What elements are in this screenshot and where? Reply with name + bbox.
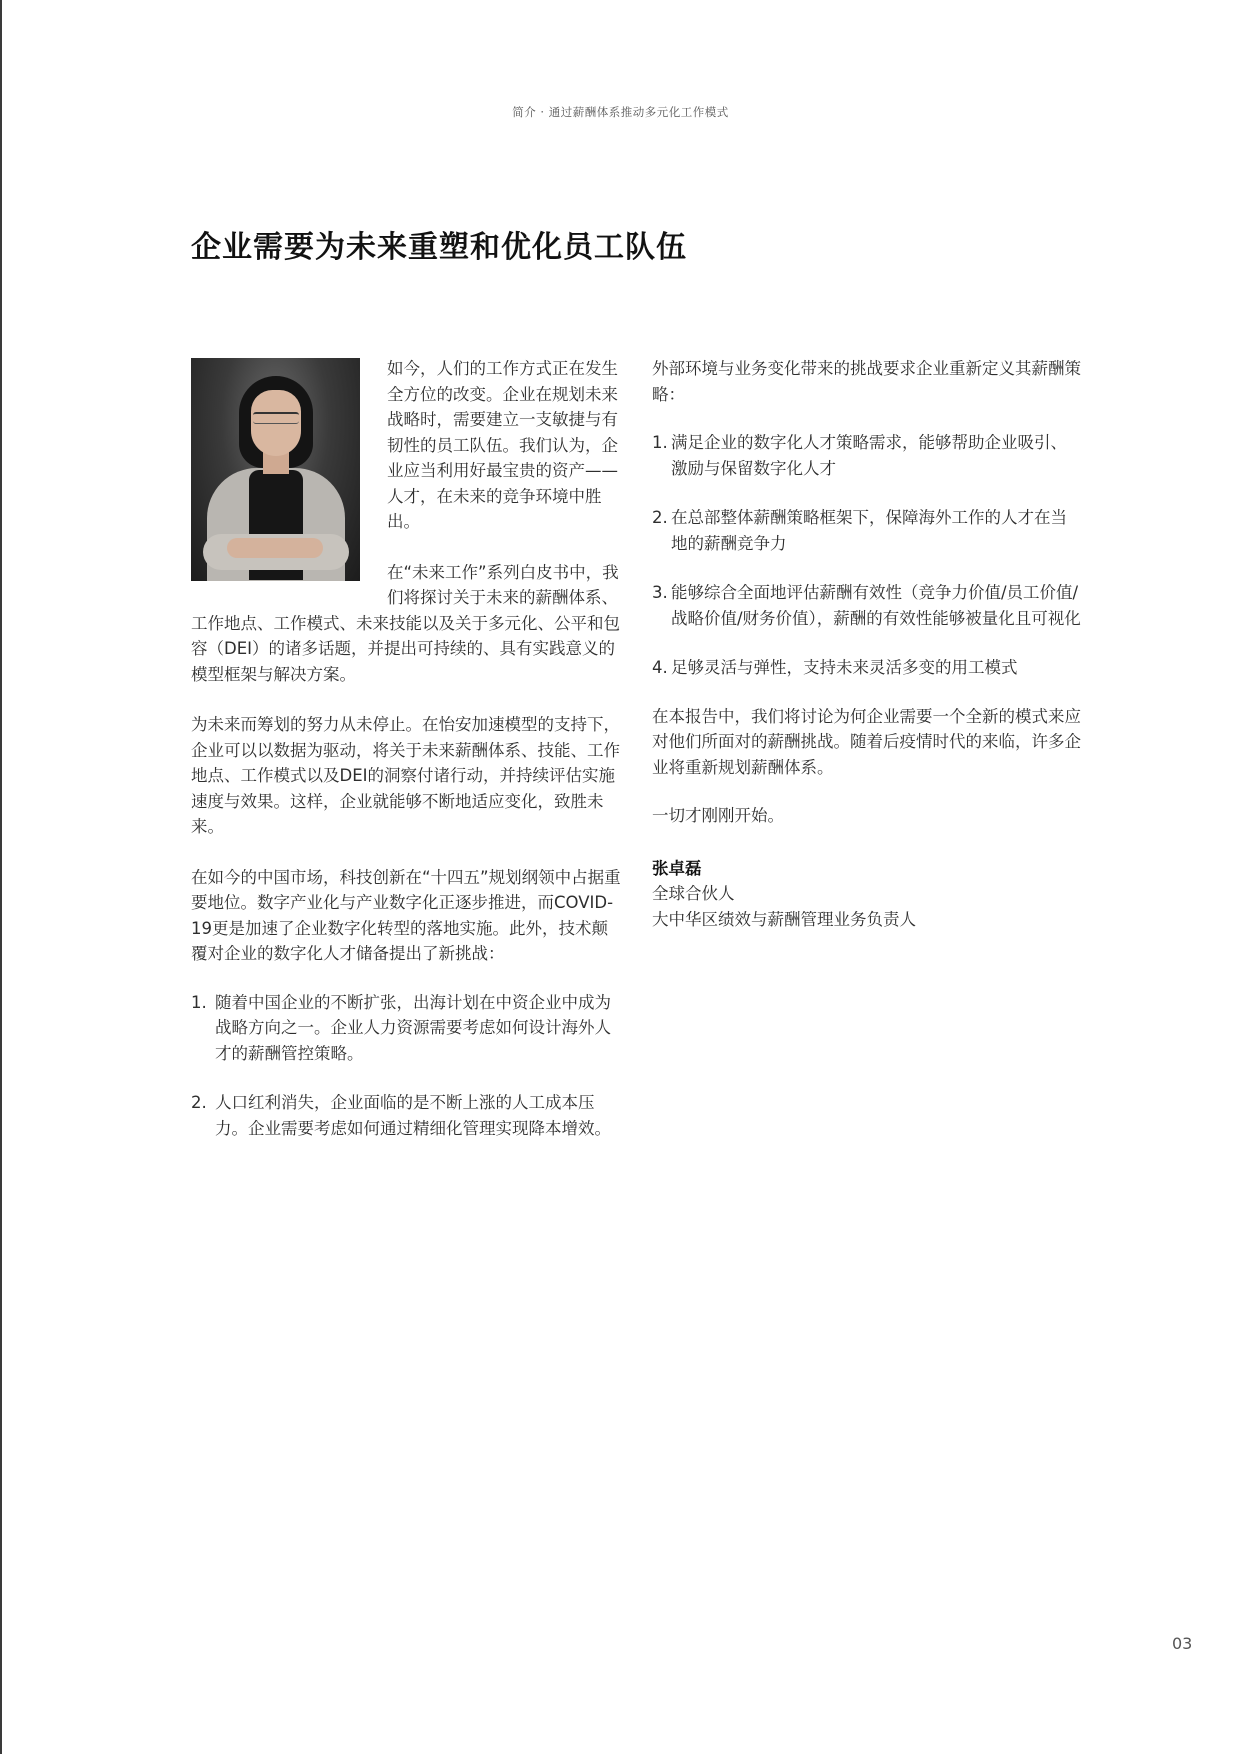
series-paragraph: 在“未来工作”系列白皮书中，我们将探讨关于未来的薪酬体系、工作地点、工作模式、未来技能以及关于多元化、公平和包容（DEI）的诸多话题，并提出可持续的、具有实践意义的模型框架与解决方案。 [191,562,620,684]
closing-paragraph: 一切才刚刚开始。 [652,806,784,825]
list-number: 3. [652,583,668,602]
list-item [652,655,1082,681]
model-paragraph: 为未来而筹划的努力从未停止。在怡安加速模型的支持下，企业可以以数据为驱动，将关于未来薪酬体系、技能、工作地点、工作模式以及DEI的洞察付诸行动，并持续评估实施速度与效果。这样，企业就能够不断地适应变化，致胜未来。 [191,715,620,836]
intro-paragraph: 如今，人们的工作方式正在发生全方位的改变。企业在规划未来战略时，需要建立一支敏捷与有韧性的员工队伍。我们认为，企业应当利用好最宝贵的资产——人才，在未来的竞争环境中胜出。 [387,359,618,531]
author-role: 全球合伙人 [652,884,735,903]
list-number: 2. [191,1093,207,1112]
report-paragraph: 在本报告中，我们将讨论为何企业需要一个全新的模式来应对他们所面对的薪酬挑战。随着后疫情时代的来临，许多企业将重新规划薪酬体系。 [652,706,1081,777]
page-edge-rule [0,0,2,1754]
running-header: 简介 · 通过薪酬体系推动多元化工作模式 [512,105,729,119]
author-department: 大中华区绩效与薪酬管理业务负责人 [652,909,916,929]
list-item [191,990,623,1067]
list-text: 人口红利消失，企业面临的是不断上涨的人工成本压力。企业需要考虑如何通过精细化管理实现降本增效。 [215,1093,611,1138]
author-block [652,856,1082,933]
list-text: 能够综合全面地评估薪酬有效性（竞争力价值/员工价值/战略价值/财务价值），薪酬的有效性能够被量化且可视化 [671,583,1081,628]
list-text: 满足企业的数字化人才策略需求，能够帮助企业吸引、激励与保留数字化人才 [671,433,1067,478]
list-item [191,1090,623,1141]
author-portrait [191,358,360,581]
list-text: 在总部整体薪酬策略框架下，保障海外工作的人才在当地的薪酬竞争力 [671,508,1067,553]
challenge-list [191,990,623,1142]
left-column [191,356,623,1141]
china-market-paragraph: 在如今的中国市场，科技创新在“十四五”规划纲领中占据重要地位。数字产业化与产业数字化正逐步推进，而COVID-19更是加速了企业数字化转型的落地实施。此外，技术颠覆对企业的数字化人才储备提出了新挑战： [191,867,621,963]
list-text: 足够灵活与弹性，支持未来灵活多变的用工模式 [671,658,1018,677]
list-number: 1. [191,992,207,1012]
list-number: 4. [652,658,668,677]
list-number: 1. [652,433,668,452]
list-item [652,580,1082,631]
list-item [652,430,1082,481]
right-column [652,356,1082,932]
requirements-intro: 外部环境与业务变化带来的挑战要求企业重新定义其薪酬策略： [652,359,1081,404]
list-number: 2. [652,508,668,527]
list-text: 随着中国企业的不断扩张，出海计划在中资企业中成为战略方向之一。企业人力资源需要考虑如何设计海外人才的薪酬管控策略。 [215,992,611,1063]
page-title: 企业需要为未来重塑和优化员工队伍 [191,230,687,265]
author-name: 张卓磊 [652,858,702,878]
list-item [652,505,1082,556]
requirements-list [652,430,1082,681]
page-number: 03 [1172,1634,1193,1653]
